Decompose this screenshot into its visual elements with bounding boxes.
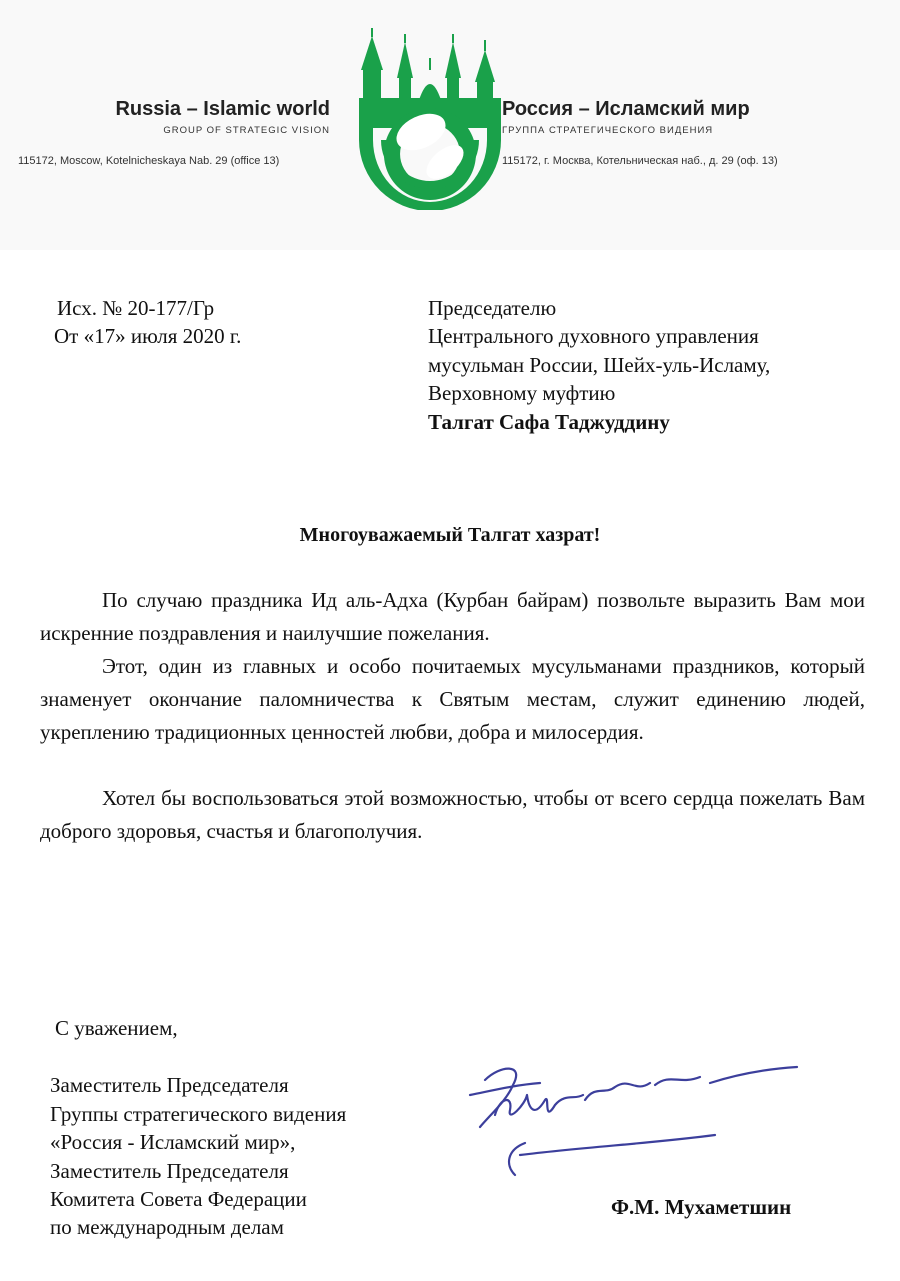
salutation: Многоуважаемый Талгат хазрат! <box>299 524 601 546</box>
signatory-title-line-2: Группы стратегического видения <box>50 1102 347 1126</box>
body-paragraph-3: Хотел бы воспользоваться этой возможностью, чтобы от всего сердца пожелать Вам доброго здоровья, счастья и благополучия. <box>40 786 865 843</box>
signatory-title-line-6: по международным делам <box>50 1215 284 1239</box>
letter-date: От «17» июля 2020 г. <box>54 324 242 348</box>
body-paragraph-2: Этот, один из главных и особо почитаемых мусульманами праздников, который знаменует окончание паломничества к Святым местам, служит единению людей, укреплению традиционных ценностей любви, добра и милосердия. <box>40 654 865 744</box>
signatory-title-line-1: Заместитель Председателя <box>50 1073 289 1097</box>
org-name-en: Russia – Islamic world <box>115 98 330 120</box>
signatory-title-line-4: Заместитель Председателя <box>50 1159 289 1183</box>
kremlin-mosque-logo-icon <box>355 28 505 210</box>
letterhead <box>0 0 900 250</box>
recipient-line-4: Верховному муфтию <box>428 381 616 405</box>
signatory-title-line-3: «Россия - Исламский мир», <box>50 1130 296 1154</box>
org-name-ru: Россия – Исламский мир <box>502 98 750 120</box>
recipient-name: Талгат Сафа Таджуддину <box>428 410 670 434</box>
org-address-en: 115172, Moscow, Kotelnicheskaya Nab. 29 (office 13) <box>18 155 280 167</box>
org-subtitle-ru: ГРУППА СТРАТЕГИЧЕСКОГО ВИДЕНИЯ <box>502 125 714 136</box>
body-paragraph-1: По случаю праздника Ид аль-Адха (Курбан байрам) позвольте выразить Вам мои искренние поздравления и наилучшие пожелания. <box>40 588 865 645</box>
signatory-name: Ф.М. Мухаметшин <box>611 1195 792 1219</box>
closing: С уважением, <box>55 1016 178 1040</box>
recipient-line-1: Председателю <box>428 296 557 320</box>
recipient-line-3: мусульман России, Шейх-уль-Исламу, <box>428 353 771 377</box>
handwritten-signature-icon <box>455 1055 805 1185</box>
outgoing-number: Исх. № 20-177/Гр <box>57 296 215 320</box>
org-subtitle-en: GROUP OF STRATEGIC VISION <box>163 125 330 136</box>
signatory-title-line-5: Комитета Совета Федерации <box>50 1187 307 1211</box>
recipient-line-2: Центрального духовного управления <box>428 324 759 348</box>
org-address-ru: 115172, г. Москва, Котельническая наб., д. 29 (оф. 13) <box>502 155 778 167</box>
